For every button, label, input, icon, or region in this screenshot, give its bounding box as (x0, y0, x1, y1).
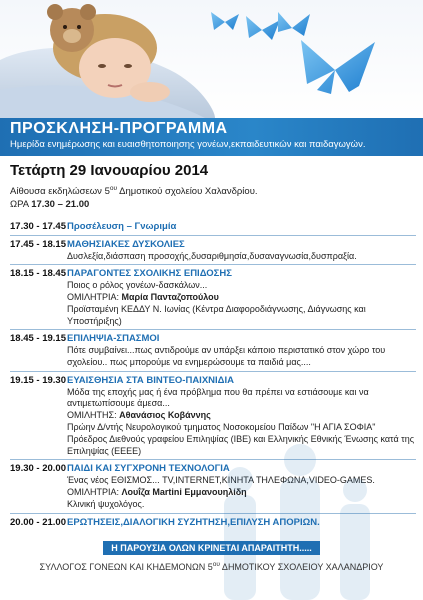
page-subtitle: Ημερίδα ενημέρωσης και ευαισθητοποιησης γονέων,εκπαιδευτικών και παιδαγωγών. (10, 139, 366, 150)
session-time: 17.30 - 17.45 (10, 221, 66, 232)
schedule-row (10, 372, 416, 461)
speaker-line (67, 487, 416, 499)
session-title: Προσέλευση – Γνωριμία (67, 221, 177, 232)
speaker-credentials: Κλινική ψυχολόγος. (67, 498, 145, 509)
organizer-text: ΣΥΛΛΟΓΟΣ ΓΟΝΕΩΝ ΚΑΙ ΚΗΔΕΜΟΝΩΝ 5 (39, 562, 213, 572)
session-description: Ένας νέος ΕΘΙΣΜΟΣ... TV,INTERNET,ΚΙΝΗΤΑ ΤΗΛΕΦΩΝΑ,VIDEO-GAMES. (67, 475, 375, 486)
session-content (67, 517, 416, 529)
organizer-text-rest: ΔΗΜΟΤΙΚΟΥ ΣΧΟΛΕΙΟΥ ΧΑΛΑΝΔΡΙΟΥ (219, 562, 384, 572)
session-content (67, 375, 416, 458)
schedule-list (10, 218, 416, 530)
session-title: ΜΑΘΗΣΙΑΚΕΣ ΔΥΣΚΟΛΙΕΣ (67, 238, 185, 250)
session-time: 20.00 - 21.00 (10, 516, 66, 528)
session-content (67, 268, 416, 327)
session-title: ΕΠΙΛΗΨΙΑ-ΣΠΑΣΜΟΙ (67, 333, 160, 345)
schedule-row (10, 265, 416, 330)
location-text-rest: Δημοτικού σχολείου Χαλανδρίου. (117, 186, 258, 198)
organizer-ordinal: ου (212, 561, 220, 568)
schedule-row (10, 218, 416, 236)
speaker-label: ΟΜΙΛΗΤΡΙΑ: (67, 291, 122, 302)
session-time: 19.30 - 20.00 (10, 463, 66, 475)
schedule-row (10, 514, 416, 531)
speaker-name: Λουΐζα Martini Εμμανουηλίδη (121, 486, 247, 497)
speaker-credentials: Προϊσταμένη ΚΕΔΔΥ Ν. Ιωνίας (Κέντρα Διαφοροδιάγνωσης, Διάγνωσης και Υποστήριξης) (67, 303, 366, 326)
session-title: ΠΑΙΔΙ ΚΑΙ ΣΥΓΧΡΟΝΗ ΤΕΧΝΟΛΟΓΙΑ (67, 463, 230, 475)
session-content (67, 463, 416, 510)
speaker-line (67, 410, 416, 422)
session-time: 17.45 - 18.15 (10, 238, 66, 250)
organizer (0, 561, 423, 572)
speaker-credentials: Πρόεδρος Διεθνούς γραφείου Επιληψίας (IBE) και Ελληνικής Εθνικής Ένωσης κατά της Επιληψίας (ΕΕΕΕ) (67, 433, 415, 456)
location-text: Αίθουσα εκδηλώσεων 5 (10, 186, 110, 198)
session-time: 19.15 - 19.30 (10, 374, 66, 386)
session-description: Πότε συμβαίνει...πως αντιδρούμε αν υπάρξει κάποιο περιστατικό στον χώρο του σχολείου.. πως μπορούμε να ενημερώσουμε τα παιδιά μας.... (67, 345, 386, 367)
event-date: Τετάρτη 29 Ιανουαρίου 2014 (10, 162, 209, 179)
time-value: 17.30 – 21.00 (31, 199, 90, 211)
schedule-row (10, 236, 416, 266)
session-description: Δυσλεξία,διάσπαση προσοχής,δυσαριθμησία,δυσαναγνωσία,δυσπραξία. (67, 250, 357, 261)
location-ordinal: ου (109, 185, 118, 192)
speaker-line (67, 292, 416, 304)
session-title: ΕΡΩΤΗΣΕΙΣ,ΔΙΑΛΟΓΙΚΗ ΣΥΖΗΤΗΣΗ,ΕΠΙΛΥΣΗ ΑΠΟΡΙΩΝ. (67, 516, 320, 528)
speaker-name: Μαρία Πανταζοπούλου (121, 291, 219, 302)
session-time: 18.15 - 18.45 (10, 268, 66, 280)
time-label: ΩΡΑ (10, 199, 32, 211)
speaker-label: ΟΜΙΛΗΤΗΣ: (67, 410, 120, 421)
child-with-teddy-illustration (0, 0, 423, 118)
speaker-name: Αθανάσιος Κοβάννης (119, 410, 211, 421)
session-title: ΕΥΑΙΣΘΗΣΙΑ ΣΤΑ ΒΙΝΤΕΟ-ΠΑΙΧΝΙΔΙΑ (67, 374, 234, 386)
session-title: ΠΑΡΑΓΟΝΤΕΣ ΣΧΟΛΙΚΗΣ ΕΠΙΔΟΣΗΣ (67, 268, 232, 280)
page-title: ΠΡΟΣΚΛΗΣΗ-ΠΡΟΓΡΑΜΜΑ (10, 120, 228, 137)
schedule-row (10, 460, 416, 513)
header-illustration (0, 0, 423, 118)
session-content (67, 221, 416, 233)
session-description: Μόδα της εποχής μας ή ένα πρόβλημα που θα πρέπει να εστιάσουμε και να αντιμετωπίσουμε άμεσα... (67, 386, 369, 409)
speaker-credentials: Πρώην Δ/ντής Νευρολογικού τμηματος Νοσοκομείου Παίδων "Η ΑΓΙΑ ΣΟΦΙΑ" (67, 421, 376, 432)
title-banner (0, 118, 423, 156)
session-content (67, 333, 416, 368)
session-time: 18.45 - 19.15 (10, 333, 66, 345)
session-content (67, 239, 416, 263)
session-description: Ποιος ο ρόλος γονέων-δασκάλων... (67, 280, 208, 291)
attendance-notice: Η ΠΑΡΟΥΣΙΑ ΟΛΩΝ ΚΡΙΝΕΤΑΙ ΑΠΑΡΑΙΤΗΤΗ..... (103, 541, 320, 555)
event-location (10, 182, 258, 211)
schedule-row (10, 330, 416, 371)
speaker-label: ΟΜΙΛΗΤΡΙΑ: (67, 486, 122, 497)
